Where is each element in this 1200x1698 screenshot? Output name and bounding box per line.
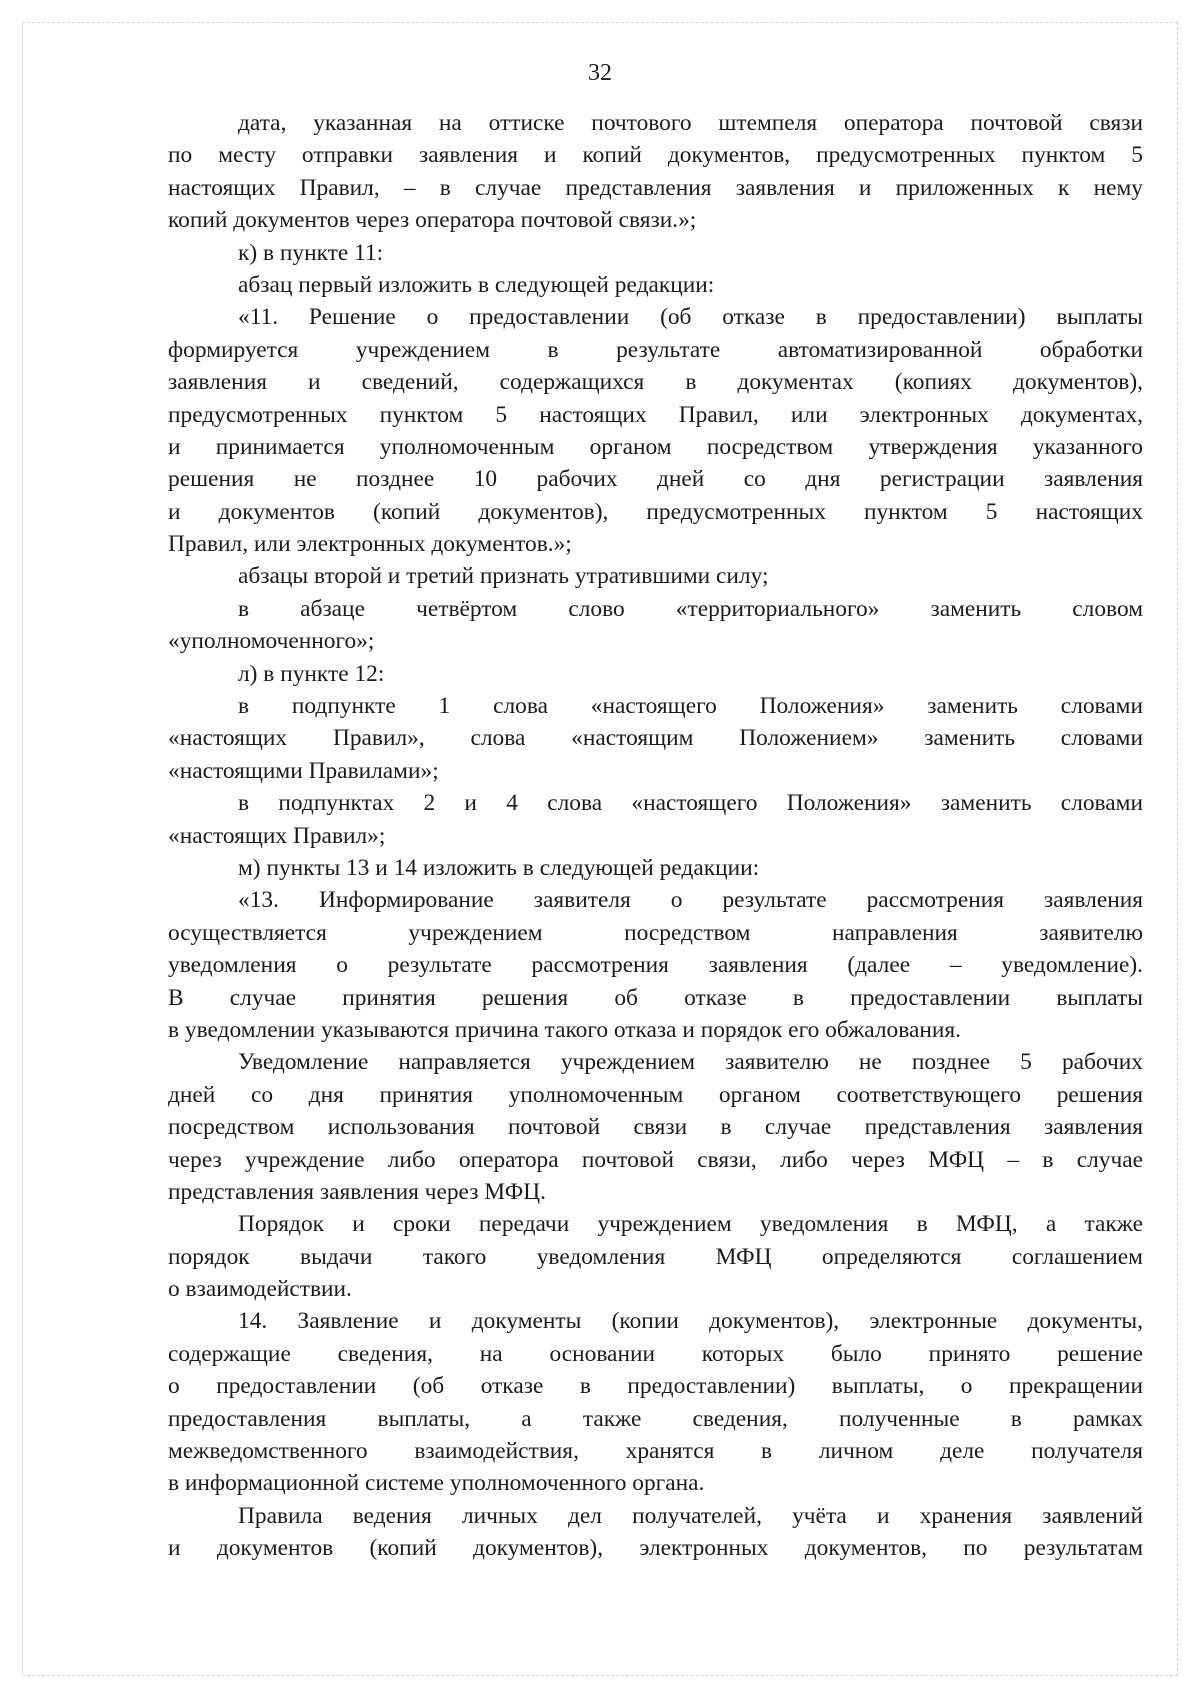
text-line: решения не позднее 10 рабочих дней со дня регистрации заявления (168, 466, 1143, 493)
text-line: в информационной системе уполномоченного органа. (168, 1470, 705, 1497)
text-line: л) в пункте 12: (238, 660, 385, 687)
text-line: копий документов через оператора почтовой связи.»; (168, 207, 697, 234)
text-line: 14. Заявление и документы (копии документов), электронные документы, (238, 1308, 1143, 1335)
text-line: и принимается уполномоченным органом посредством утверждения указанного (168, 433, 1143, 460)
text-line: «настоящих Правил», слова «настоящим Положением» заменить словами (168, 725, 1143, 752)
text-line: Уведомление направляется учреждением заявителю не позднее 5 рабочих (238, 1049, 1143, 1076)
text-line: «настоящими Правилами»; (168, 757, 439, 784)
text-line: «13. Информирование заявителя о результате рассмотрения заявления (238, 887, 1143, 914)
text-line: межведомственного взаимодействия, хранятся в личном деле получателя (168, 1438, 1143, 1465)
text-line: в уведомлении указываются причина такого отказа и порядок его обжалования. (168, 1016, 962, 1043)
text-line: Порядок и сроки передачи учреждением уведомления в МФЦ, а также (238, 1211, 1143, 1238)
text-line: абзацы второй и третий признать утратившими силу; (238, 563, 769, 590)
page-number: 32 (588, 60, 612, 86)
text-line: в абзаце четвёртом слово «территориального» заменить словом (238, 595, 1143, 622)
text-line: о взаимодействии. (168, 1276, 352, 1303)
text-line: порядок выдачи такого уведомления МФЦ определяются соглашением (168, 1243, 1143, 1270)
text-line: в подпункте 1 слова «настоящего Положения» заменить словами (238, 693, 1143, 720)
text-line: через учреждение либо оператора почтовой связи, либо через МФЦ – в случае (168, 1146, 1143, 1173)
text-line: «11. Решение о предоставлении (об отказе в предоставлении) выплаты (238, 304, 1143, 331)
text-line: и документов (копий документов), предусмотренных пунктом 5 настоящих (168, 498, 1143, 525)
text-line: Правила ведения личных дел получателей, учёта и хранения заявлений (238, 1502, 1143, 1529)
text-line: в подпунктах 2 и 4 слова «настоящего Положения» заменить словами (238, 790, 1143, 817)
text-line: м) пункты 13 и 14 изложить в следующей редакции: (238, 854, 760, 881)
text-line: настоящих Правил, – в случае представления заявления и приложенных к нему (168, 174, 1143, 201)
text-line: уведомления о результате рассмотрения заявления (далее – уведомление). (168, 952, 1143, 979)
text-line: Правил, или электронных документов.»; (168, 531, 572, 558)
text-line: посредством использования почтовой связи в случае представления заявления (168, 1114, 1143, 1141)
text-line: дата, указанная на оттиске почтового штемпеля оператора почтовой связи (238, 110, 1143, 136)
text-line: абзац первый изложить в следующей редакции: (238, 271, 715, 298)
document-body (168, 107, 1143, 1565)
text-line: осуществляется учреждением посредством направления заявителю (168, 919, 1143, 946)
text-line: заявления и сведений, содержащихся в документах (копиях документов), (168, 369, 1143, 396)
text-line: представления заявления через МФЦ. (168, 1178, 547, 1205)
text-line: дней со дня принятия уполномоченным органом соответствующего решения (168, 1081, 1143, 1108)
text-line: по месту отправки заявления и копий документов, предусмотренных пунктом 5 (168, 142, 1143, 169)
text-line: к) в пункте 11: (238, 239, 384, 266)
text-line: предусмотренных пунктом 5 настоящих Правил, или электронных документах, (168, 401, 1143, 428)
text-line: предоставления выплаты, а также сведения, полученные в рамках (168, 1405, 1143, 1432)
text-line: формируется учреждением в результате автоматизированной обработки (168, 336, 1143, 363)
text-line: В случае принятия решения об отказе в предоставлении выплаты (168, 984, 1143, 1011)
text-line: «настоящих Правил»; (168, 822, 386, 849)
text-line: и документов (копий документов), электронных документов, по результатам (168, 1535, 1143, 1562)
text-line: «уполномоченного»; (168, 628, 375, 655)
text-line: содержащие сведения, на основании которых было принято решение (168, 1340, 1143, 1367)
text-line: о предоставлении (об отказе в предоставлении) выплаты, о прекращении (168, 1373, 1143, 1400)
